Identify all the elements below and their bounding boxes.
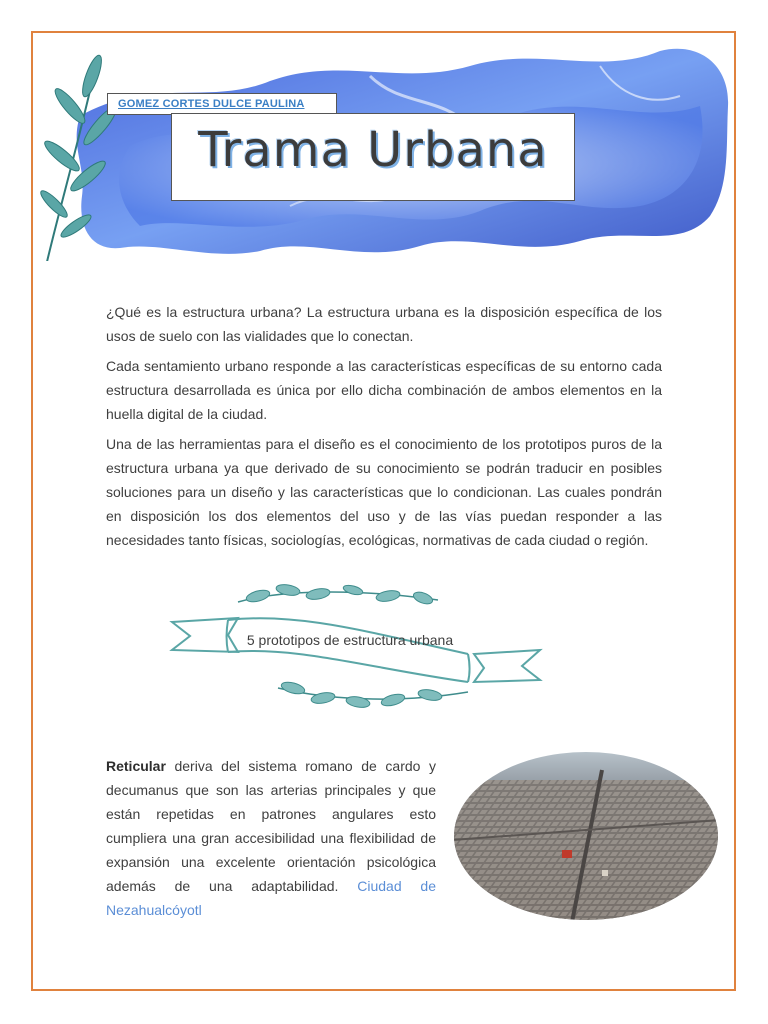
intro-section bbox=[106, 300, 662, 558]
intro-paragraph: ¿Qué es la estructura urbana? La estructura urbana es la disposición específica de los usos de suelo con las vialidades que lo conectan. bbox=[106, 304, 662, 344]
city-link[interactable]: Ciudad de Nezahualcóyotl bbox=[106, 878, 436, 918]
reticular-description: deriva del sistema romano de cardo y decumanus que son las arterias principales y que están repetidas en patrones angulares esto cumpliera una gran accesibilidad una flexibilidad de expansión una excelente orientación psicológica además de una adaptabilidad. bbox=[106, 758, 436, 894]
author-name: GOMEZ CORTES DULCE PAULINA bbox=[107, 93, 337, 115]
title-box bbox=[171, 113, 575, 201]
page-title: Trama Urbana bbox=[198, 122, 548, 178]
ribbon-label: 5 prototipos de estructura urbana bbox=[246, 632, 454, 648]
reticular-section bbox=[106, 754, 436, 922]
intro-paragraph: Cada sentamiento urbano responde a las características específicas de su entorno cada estructura desarrollada es única por ello dicha combinación de ambos elementos en la huella digital de la ciudad. bbox=[106, 358, 662, 422]
reticular-term: Reticular bbox=[106, 758, 166, 774]
intro-paragraph: Una de las herramientas para el diseño es el conocimiento de los prototipos puros de la estructura urbana ya que derivado de su conocimiento se podrán traducir en posibles soluciones para un diseño y las características que lo condicionan. Las cuales pondrán en disposición los dos elementos del uso y de las vías puedan responder a las necesidades tanto físicas, sociologías, ecológicas, normativas de cada ciudad o región. bbox=[106, 436, 662, 548]
aerial-city-photo bbox=[452, 750, 720, 922]
